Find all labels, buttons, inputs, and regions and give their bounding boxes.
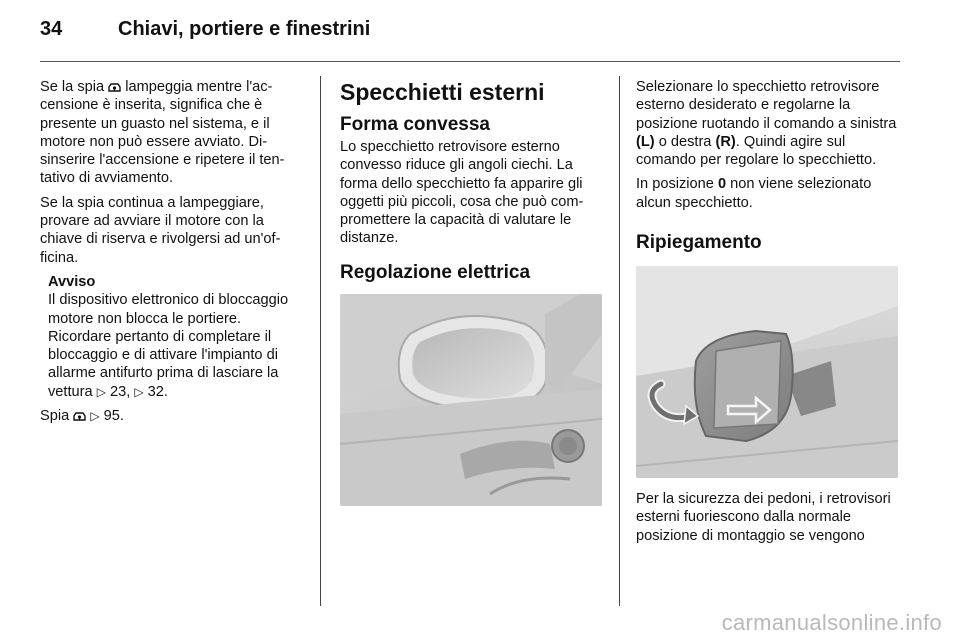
label-right: (R) xyxy=(715,133,736,150)
column-2 xyxy=(340,78,604,506)
subsection-title-convex: Forma convessa xyxy=(340,114,490,135)
note-box xyxy=(40,273,306,401)
mirror-folding-illustration xyxy=(636,266,898,478)
column-divider-1 xyxy=(320,76,321,606)
watermark: carmanualsonline.info xyxy=(721,610,942,635)
door-mirror-control-illustration xyxy=(340,294,602,506)
page-header xyxy=(40,18,370,48)
column-divider-2 xyxy=(619,76,620,606)
note-text: Il dispositivo elettronico di bloccaggio motore non blocca le portiere. Ricordare pertanto di completare il bloccaggio e di attivare l'impianto di allarme antifurto prima di lasciare la vettura ▷ 23, ▷ 32. xyxy=(48,292,289,400)
paragraph-position-zero: In posizione 0 non viene selezionato alcun specchietto. xyxy=(636,176,872,211)
note-title: Avviso xyxy=(48,273,96,290)
page-number: 34 xyxy=(40,18,63,40)
label-zero: 0 xyxy=(717,176,727,193)
subsection-title-electric: Regolazione elettrica xyxy=(340,261,531,283)
cross-ref-arrow-icon: ▷ xyxy=(96,384,106,399)
paragraph-select-mirror: Selezionare lo specchietto retrovisore esterno desiderato e regolarne la posizione ruotando il comando a sinistra (L) o destra (R). Quindi agire sul comando per regolare lo specchietto. xyxy=(636,79,897,169)
chapter-title: Chiavi, portiere e finestrini xyxy=(118,18,371,40)
label-left: (L) xyxy=(636,133,655,150)
cross-ref-arrow-icon: ▷ xyxy=(90,409,100,424)
column-3 xyxy=(636,78,904,551)
immobilizer-lamp-icon xyxy=(73,410,86,421)
paragraph-spare-key: Se la spia continua a lampeggiare, provare ad avviare il motore con la chiave di riserva e rivolgersi ad un'officina. xyxy=(40,194,281,266)
paragraph-convex: Lo specchietto retrovisore esterno convesso riduce gli angoli ciechi. La forma dello specchietto fa apparire gli oggetti più piccoli, cosa che può compromettere la capacità di valutare le distanze. xyxy=(340,139,584,247)
immobilizer-lamp-icon xyxy=(108,81,121,92)
cross-ref-arrow-icon: ▷ xyxy=(134,384,144,399)
subsection-title-folding: Ripiegamento xyxy=(636,232,762,254)
paragraph-immobilizer-blink: Se la spia lampeggia mentre l'accensione è inserita, significa che è presente un guasto nel sistema, e il motore non può essere avviato. Disinserire l'accensione e ripetere il tentativo di avviamento. xyxy=(40,79,285,187)
paragraph-lamp-ref: Spia ▷ 95. xyxy=(40,408,124,425)
section-title: Specchietti esterni xyxy=(340,79,545,105)
paragraph-pedestrian-safety: Per la sicurezza dei pedoni, i retrovisori esterni fuoriescono dalla normale posizione di montaggio se vengono xyxy=(636,491,891,544)
header-rule xyxy=(40,61,900,62)
column-1 xyxy=(40,78,306,431)
